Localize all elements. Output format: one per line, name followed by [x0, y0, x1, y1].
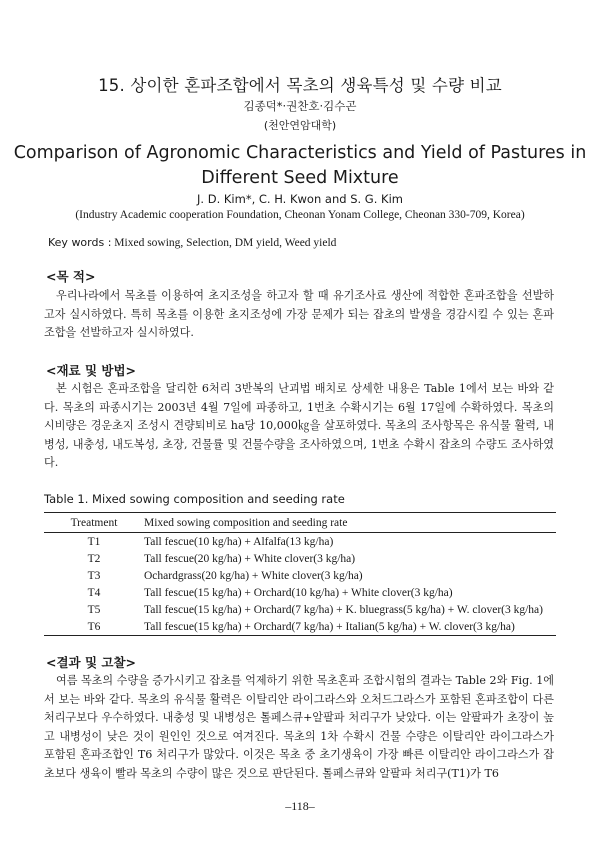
- results-text: 여름 목초의 수량을 증가시키고 잡초를 억제하기 위한 목초혼파 조합시험의 결과는 Table 2와 Fig. 1에서 보는 바와 같다. 목초의 유식물 활력은 이탈리안 라이그라스와 오처드그라스가 포함된 혼파조합이 다른 처리구보다 우수하였다. 내충성 및 내병성은 톨페스큐+알팔파 처리구가 낮았다. 이는 알팔파가 초장이 높고 내병성이 낮은 것이 원인인 것으로 여겨진다. 목초의 1차 수확시 건물 수량은 이탈리안 라이그라스가 포함된 혼파조합인 T6 처리구가 많았다. 이것은 목초 중 초기생육이 가장 빠른 이탈리안 라이그라스가 잡초보다 생육이 빨라 목초의 수량이 많은 것으로 판단된다. 톨페스큐와 알팔파 처리구(T1)가 T6: [44, 674, 554, 780]
- keywords-label: Key words :: [48, 236, 112, 249]
- table-cell-composition: Tall fescue(20 kg/ha) + White clover(3 kg/ha): [144, 552, 356, 565]
- table-cell-treatment: T3: [87, 569, 101, 582]
- english-title: [0, 141, 600, 191]
- table-row: [44, 533, 556, 551]
- results-heading: <결과 및 고찰>: [46, 655, 137, 670]
- table-caption: Table 1. Mixed sowing composition and seeding rate: [44, 492, 345, 506]
- table-cell-treatment: T4: [87, 586, 101, 599]
- korean-authors: 김종덕*·권찬호·김수곤: [243, 99, 357, 113]
- methods-text: 본 시험은 혼파조합을 달리한 6처리 3반복의 난괴법 배치로 상세한 내용은 Table 1에서 보는 바와 같다. 목초의 파종시기는 2003년 4월 7일에 파종하고, 1번초 수확시기는 6월 17일에 수확하였다. 목초의 시비량은 경운초지 조성시 견량퇴비로 ha당 10,000㎏을 살포하였다. 목초의 조사항목은 유식물 활력, 내병성, 내충성, 내도복성, 초장, 건물률 및 건물수량을 조사하였으며, 1번초 수확시 잡초의 수량도 조사하였다.: [44, 382, 554, 469]
- korean-affiliation: (천안연암대학): [263, 119, 337, 132]
- korean-title: 15. 상이한 혼파조합에서 목초의 생육특성 및 수량 비교: [98, 76, 502, 95]
- table-cell-treatment: T2: [87, 552, 101, 565]
- table-row: [44, 618, 556, 636]
- methods-paragraph: [44, 380, 554, 473]
- english-title-line2: Different Seed Mixture: [201, 168, 399, 188]
- table-header-row: [44, 513, 556, 533]
- keywords: [48, 236, 568, 249]
- keywords-text: Mixed sowing, Selection, DM yield, Weed yield: [114, 237, 337, 249]
- table-cell-treatment: T6: [44, 618, 144, 636]
- purpose-heading: <목 적>: [46, 269, 96, 284]
- table-cell-treatment: T5: [87, 603, 101, 616]
- results-paragraph: [44, 672, 554, 783]
- english-authors: J. D. Kim*, C. H. Kwon and S. G. Kim: [197, 192, 403, 206]
- table-row: [44, 550, 556, 567]
- english-affiliation: (Industry Academic cooperation Foundation, Cheonan Yonam College, Cheonan 330-709, Korea): [75, 209, 525, 221]
- table-cell-treatment: T1: [87, 535, 101, 548]
- table-row: [44, 601, 556, 618]
- table-cell-composition: Tall fescue(10 kg/ha) + Alfalfa(13 kg/ha): [144, 535, 334, 548]
- methods-heading: <재료 및 방법>: [46, 363, 137, 378]
- sowing-table: [44, 512, 556, 636]
- english-title-line1: Comparison of Agronomic Characteristics and Yield of Pastures in: [13, 143, 587, 163]
- table-row: [44, 567, 556, 584]
- table-row: [44, 584, 556, 601]
- table-cell-composition: Tall fescue(15 kg/ha) + Orchard(7 kg/ha) + K. bluegrass(5 kg/ha) + W. clover(3 kg/ha): [144, 603, 543, 616]
- purpose-paragraph: [44, 287, 554, 343]
- purpose-text: 우리나라에서 목초를 이용하여 초지조성을 하고자 할 때 유기조사료 생산에 적합한 혼파조합을 선발하고자 실시하였다. 특히 목초를 이용한 초지조성에 가장 문제가 되는 잡초의 발생을 경감시킬 수 있는 혼파조합을 선발하고자 실시하였다.: [44, 289, 554, 339]
- table-cell-composition: Tall fescue(15 kg/ha) + Orchard(10 kg/ha) + White clover(3 kg/ha): [144, 586, 453, 599]
- table-header-composition: Mixed sowing composition and seeding rate: [144, 513, 556, 533]
- table-header-treatment: Treatment: [44, 513, 144, 533]
- table-cell-composition: Ochardgrass(20 kg/ha) + White clover(3 kg/ha): [144, 569, 363, 582]
- page-number: –118–: [285, 799, 315, 813]
- table-cell-composition: Tall fescue(15 kg/ha) + Orchard(7 kg/ha) + Italian(5 kg/ha) + W. clover(3 kg/ha): [144, 618, 556, 636]
